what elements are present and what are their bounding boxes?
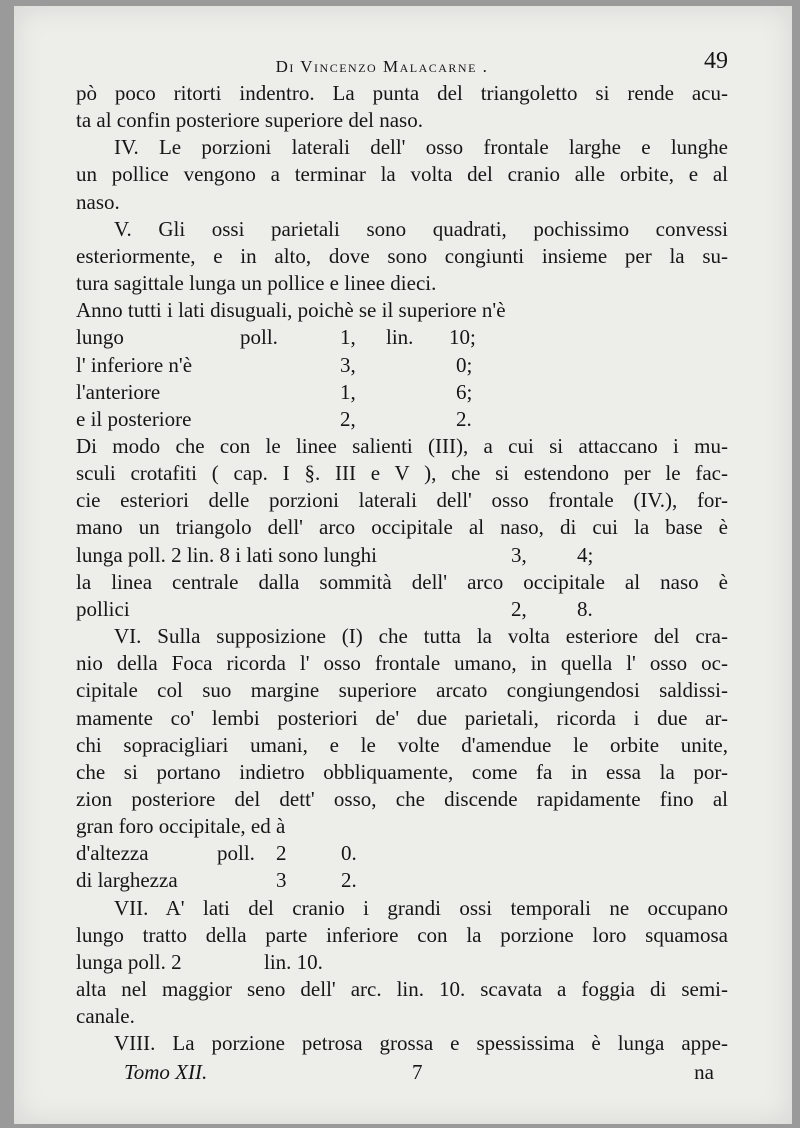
text-line: che si portano indietro obbliquamente, come fa in essa la por- [76,759,728,784]
row-text: lunga poll. 2 lin. 8 i lati sono lunghi [76,542,377,567]
parietal-table-row [76,406,728,433]
lines-value: 6; [456,379,473,404]
text-line: Di modo che con le linee salienti (III), a cui si attaccano i mu- [76,433,728,458]
page-text [76,50,728,1089]
measure-b: 4; [577,542,594,567]
page-header [76,50,728,80]
row-label: l' inferiore n'è [76,352,193,377]
foro-table-row [76,840,728,867]
unit-label: poll. [240,325,278,350]
text-line: IV. Le porzioni laterali dell' osso frontale larghe e lunghe [114,135,728,160]
central-line-measure-row [76,596,728,623]
text-line: la linea centrale dalla sommità dell' arco occipitale al naso è [76,569,728,594]
measure-lin: lin. 10. [264,949,323,974]
measure-b: 2. [341,868,357,893]
running-title: Di Vincenzo Malacarne . [275,57,489,76]
measure-b: 0. [341,841,357,866]
row-label: l'anteriore [76,379,161,404]
text-line: mano un triangolo dell' arco occipitale al naso, di cui la base è [76,515,728,540]
page-footer [76,1059,728,1089]
text-line: cie esteriori delle porzioni laterali dell' osso frontale (IV.), for- [76,488,728,513]
row-text: pollici [76,596,130,621]
text-line: lungo tratto della parte inferiore con la porzione loro squamosa [76,922,728,947]
row-label: di larghezza [76,868,178,893]
row-text: lunga poll. 2 [76,949,182,974]
volume-label: Tomo XII. [124,1060,208,1085]
text-line: zion posteriore del dett' osso, che discende rapidamente fino al [76,786,728,811]
text-line: chi sopracigliari umani, e le volte d'amendue le orbite unite, [76,732,728,757]
catchword: na [694,1060,714,1085]
lines-value: 0; [456,352,473,377]
parietal-table-row [76,379,728,406]
measure-a: 2, [511,596,527,621]
measure-b: 8. [577,596,593,621]
measure-a: 3 [276,868,287,893]
signature-mark: 7 [412,1060,423,1085]
text-line: sculi crotafiti ( cap. I §. III e V ), che si estendono per le fac- [76,461,728,486]
book-page [14,6,792,1124]
text-line: un pollice vengono a terminar la volta del cranio alle orbite, e al [76,162,728,187]
squamosa-measure-row [76,949,728,976]
lines-value: 2. [456,406,472,431]
text-line: gran foro occipitale, ed à [76,814,286,839]
page-number: 49 [704,48,728,74]
text-line: canale. [76,1004,135,1029]
text-line: nio della Foca ricorda l' osso frontale umano, in quella l' osso oc- [76,651,728,676]
text-line: naso. [76,189,120,214]
unit-label: poll. [217,841,255,866]
parietal-table-row [76,324,728,351]
text-line: VII. A' lati del cranio i grandi ossi temporali ne occupano [114,895,728,920]
text-line: cipitale col suo margine superiore arcato congiungendosi saldissi- [76,678,728,703]
row-label: e il posteriore [76,406,192,431]
measure-a: 3, [511,542,527,567]
text-line: VI. Sulla supposizione (I) che tutta la volta esteriore del cra- [114,624,728,649]
inches-value: 2, [340,406,356,431]
text-line: Anno tutti i lati disuguali, poichè se il superiore n'è [76,298,506,323]
lines-label: lin. [386,325,414,350]
text-line: mamente co' lembi posteriori de' due parietali, ricorda i due ar- [76,705,728,730]
measure-a: 2 [276,841,287,866]
text-line: tura sagittale lunga un pollice e linee dieci. [76,271,437,296]
text-line: alta nel maggior seno dell' arc. lin. 10. scavata a foggia di semi- [76,977,728,1002]
parietal-table-row [76,352,728,379]
text-line: pò poco ritorti indentro. La punta del triangoletto si rende acu- [76,81,728,105]
triangle-measure-row [76,542,728,569]
row-label: d'altezza [76,841,149,866]
foro-table-row [76,867,728,894]
inches-value: 1, [340,325,356,350]
inches-value: 1, [340,379,356,404]
row-label: lungo [76,325,124,350]
lines-value: 10; [449,325,476,350]
text-line: ta al confin posteriore superiore del naso. [76,108,423,133]
text-line: V. Gli ossi parietali sono quadrati, pochissimo convessi [114,216,728,241]
inches-value: 3, [340,352,356,377]
text-line: VIII. La porzione petrosa grossa e spessissima è lunga appe- [114,1031,728,1056]
text-line: esteriormente, e in alto, dove sono congiunti insieme per la su- [76,243,728,268]
